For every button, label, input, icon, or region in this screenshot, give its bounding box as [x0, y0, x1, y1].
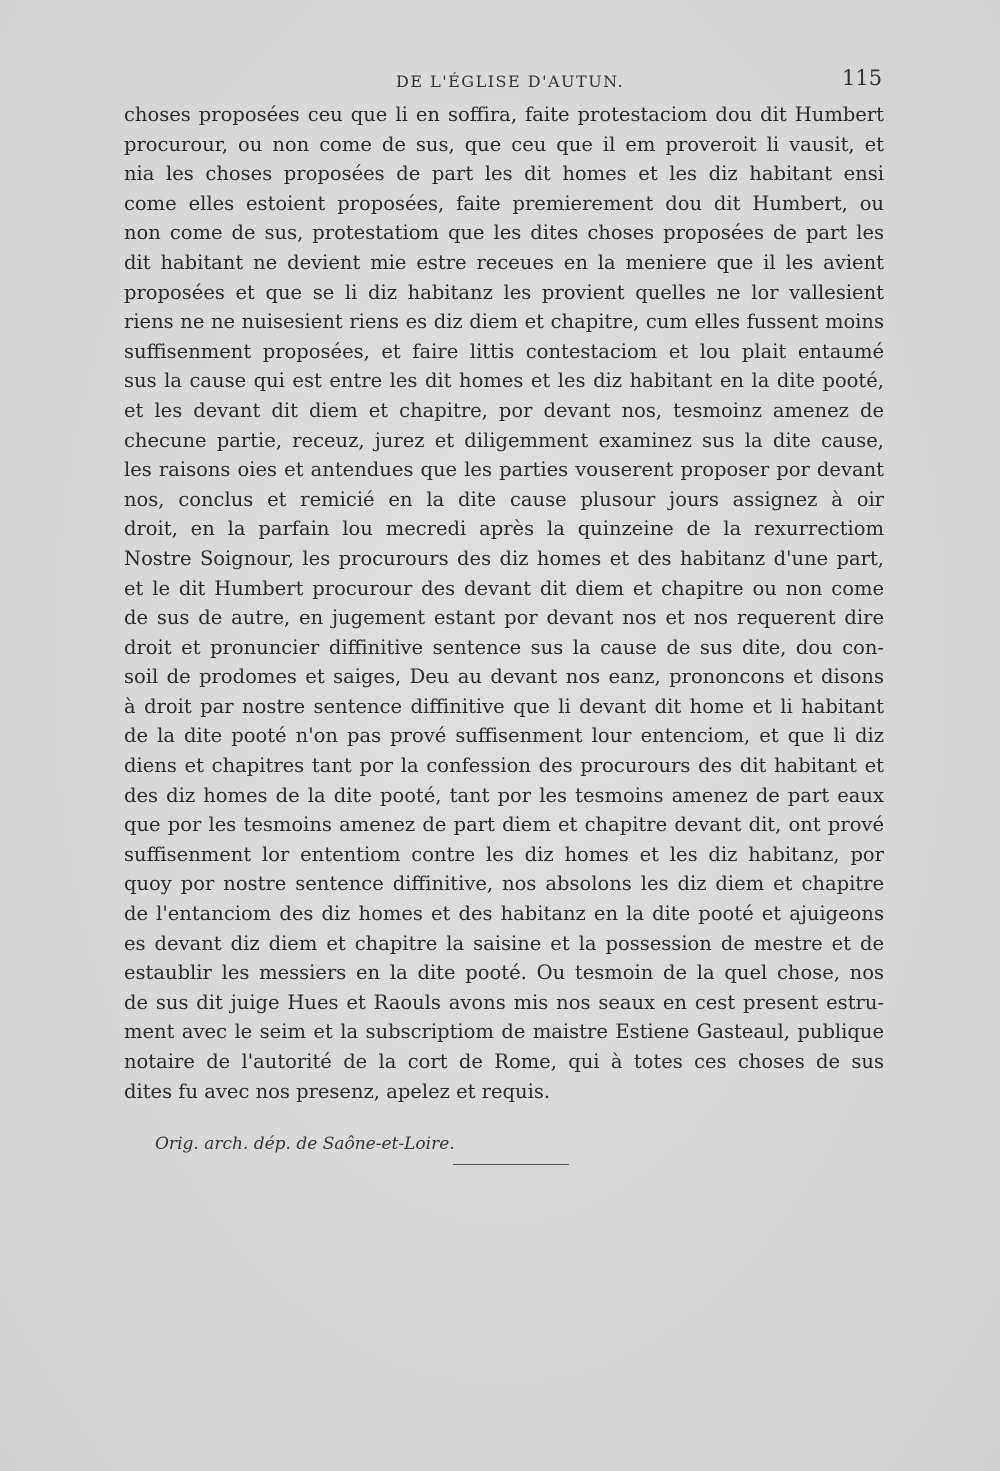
text-line: et le dit Humbert procurour des devant dit diem et chapitre ou non come — [124, 576, 884, 600]
text-line: riens ne ne nuisesient riens es diz diem et chapitre, cum elles fussent moins — [124, 310, 884, 334]
text-line: checune partie, receuz, jurez et diligemment examinez sus la dite cause, — [124, 428, 884, 452]
text-line: come elles estoient proposées, faite premierement dou dit Humbert, ou — [124, 191, 884, 215]
text-line: des diz homes de la dite pooté, tant por les tesmoins amenez de part eaux — [124, 783, 884, 807]
text-line: diens et chapitres tant por la confession des procurours des dit habitant et — [124, 754, 884, 778]
text-line: suffisenment proposées, et faire littis contestaciom et lou plait entaumé — [124, 339, 884, 363]
text-line: et les devant dit diem et chapitre, por devant nos, tesmoinz amenez de — [124, 398, 884, 422]
text-line: de sus dit juige Hues et Raouls avons mis nos seaux en cest present estru- — [124, 990, 884, 1014]
running-head: DE L'ÉGLISE D'AUTUN. — [396, 72, 625, 91]
text-line: Nostre Soignour, les procurours des diz homes et des habitanz d'une part, — [124, 546, 884, 570]
text-line: choses proposées ceu que li en soffira, faite protestaciom dou dit Humbert — [124, 103, 884, 126]
text-line: procurour, ou non come de sus, que ceu que il em proveroit li vausit, et — [124, 132, 884, 156]
text-line: sus la cause qui est entre les dit homes et les diz habitant en la dite pooté, — [124, 369, 884, 393]
text-line: proposées et que se li diz habitanz les provient quelles ne lor vallesient — [124, 280, 884, 304]
text-line: à droit par nostre sentence diffinitive que li devant dit home et li habitant — [124, 694, 884, 718]
text-line: de sus de autre, en jugement estant por devant nos et nos requerent dire — [124, 606, 884, 630]
text-line: soil de prodomes et saiges, Deu au devant nos eanz, prononcons et disons — [124, 665, 884, 689]
end-rule — [453, 1164, 569, 1165]
text-line: droit, en la parfain lou mecredi après la quinzeine de la rexurrectiom — [124, 517, 884, 541]
text-line: nia les choses proposées de part les dit homes et les diz habitant ensi — [124, 162, 884, 186]
text-line: les raisons oies et antendues que les parties vouserent proposer por devant — [124, 458, 884, 482]
text-line: dit habitant ne devient mie estre receues en la meniere que il les avient — [124, 250, 884, 274]
text-line: nos, conclus et remicié en la dite cause plusour jours assignez à oir — [124, 487, 884, 511]
text-line: notaire de l'autorité de la cort de Rome, qui à totes ces choses de sus — [124, 1050, 884, 1073]
text-line: estaublir les messiers en la dite pooté. Ou tesmoin de la quel chose, nos — [124, 961, 884, 985]
text-line: que por les tesmoins amenez de part diem et chapitre devant dit, ont prové — [124, 813, 884, 837]
text-line: droit et pronuncier diffinitive sentence sus la cause de sus dite, dou con- — [124, 635, 884, 659]
text-line: ment avec le seim et la subscriptiom de maistre Estiene Gasteaul, publique — [124, 1020, 884, 1044]
text-line: es devant diz diem et chapitre la saisine et la possession de mestre et de — [124, 931, 884, 955]
body-text — [124, 100, 884, 1106]
source-note: Orig. arch. dép. de Saône-et-Loire. — [155, 1134, 455, 1154]
text-line: de l'entanciom des diz homes et des habitanz en la dite pooté et ajuigeons — [124, 902, 884, 926]
text-line: quoy por nostre sentence diffinitive, nos absolons les diz diem et chapitre — [124, 872, 884, 896]
text-line: dites fu avec nos presenz, apelez et requis. — [124, 1079, 551, 1103]
text-line: non come de sus, protestatiom que les dites choses proposées de part les — [124, 221, 884, 245]
text-line: suffisenment lor ententiom contre les diz homes et les diz habitanz, por — [124, 842, 884, 866]
text-line: de la dite pooté n'on pas prové suffisenment lour entenciom, et que li diz — [124, 724, 884, 748]
page-number: 115 — [842, 66, 883, 90]
